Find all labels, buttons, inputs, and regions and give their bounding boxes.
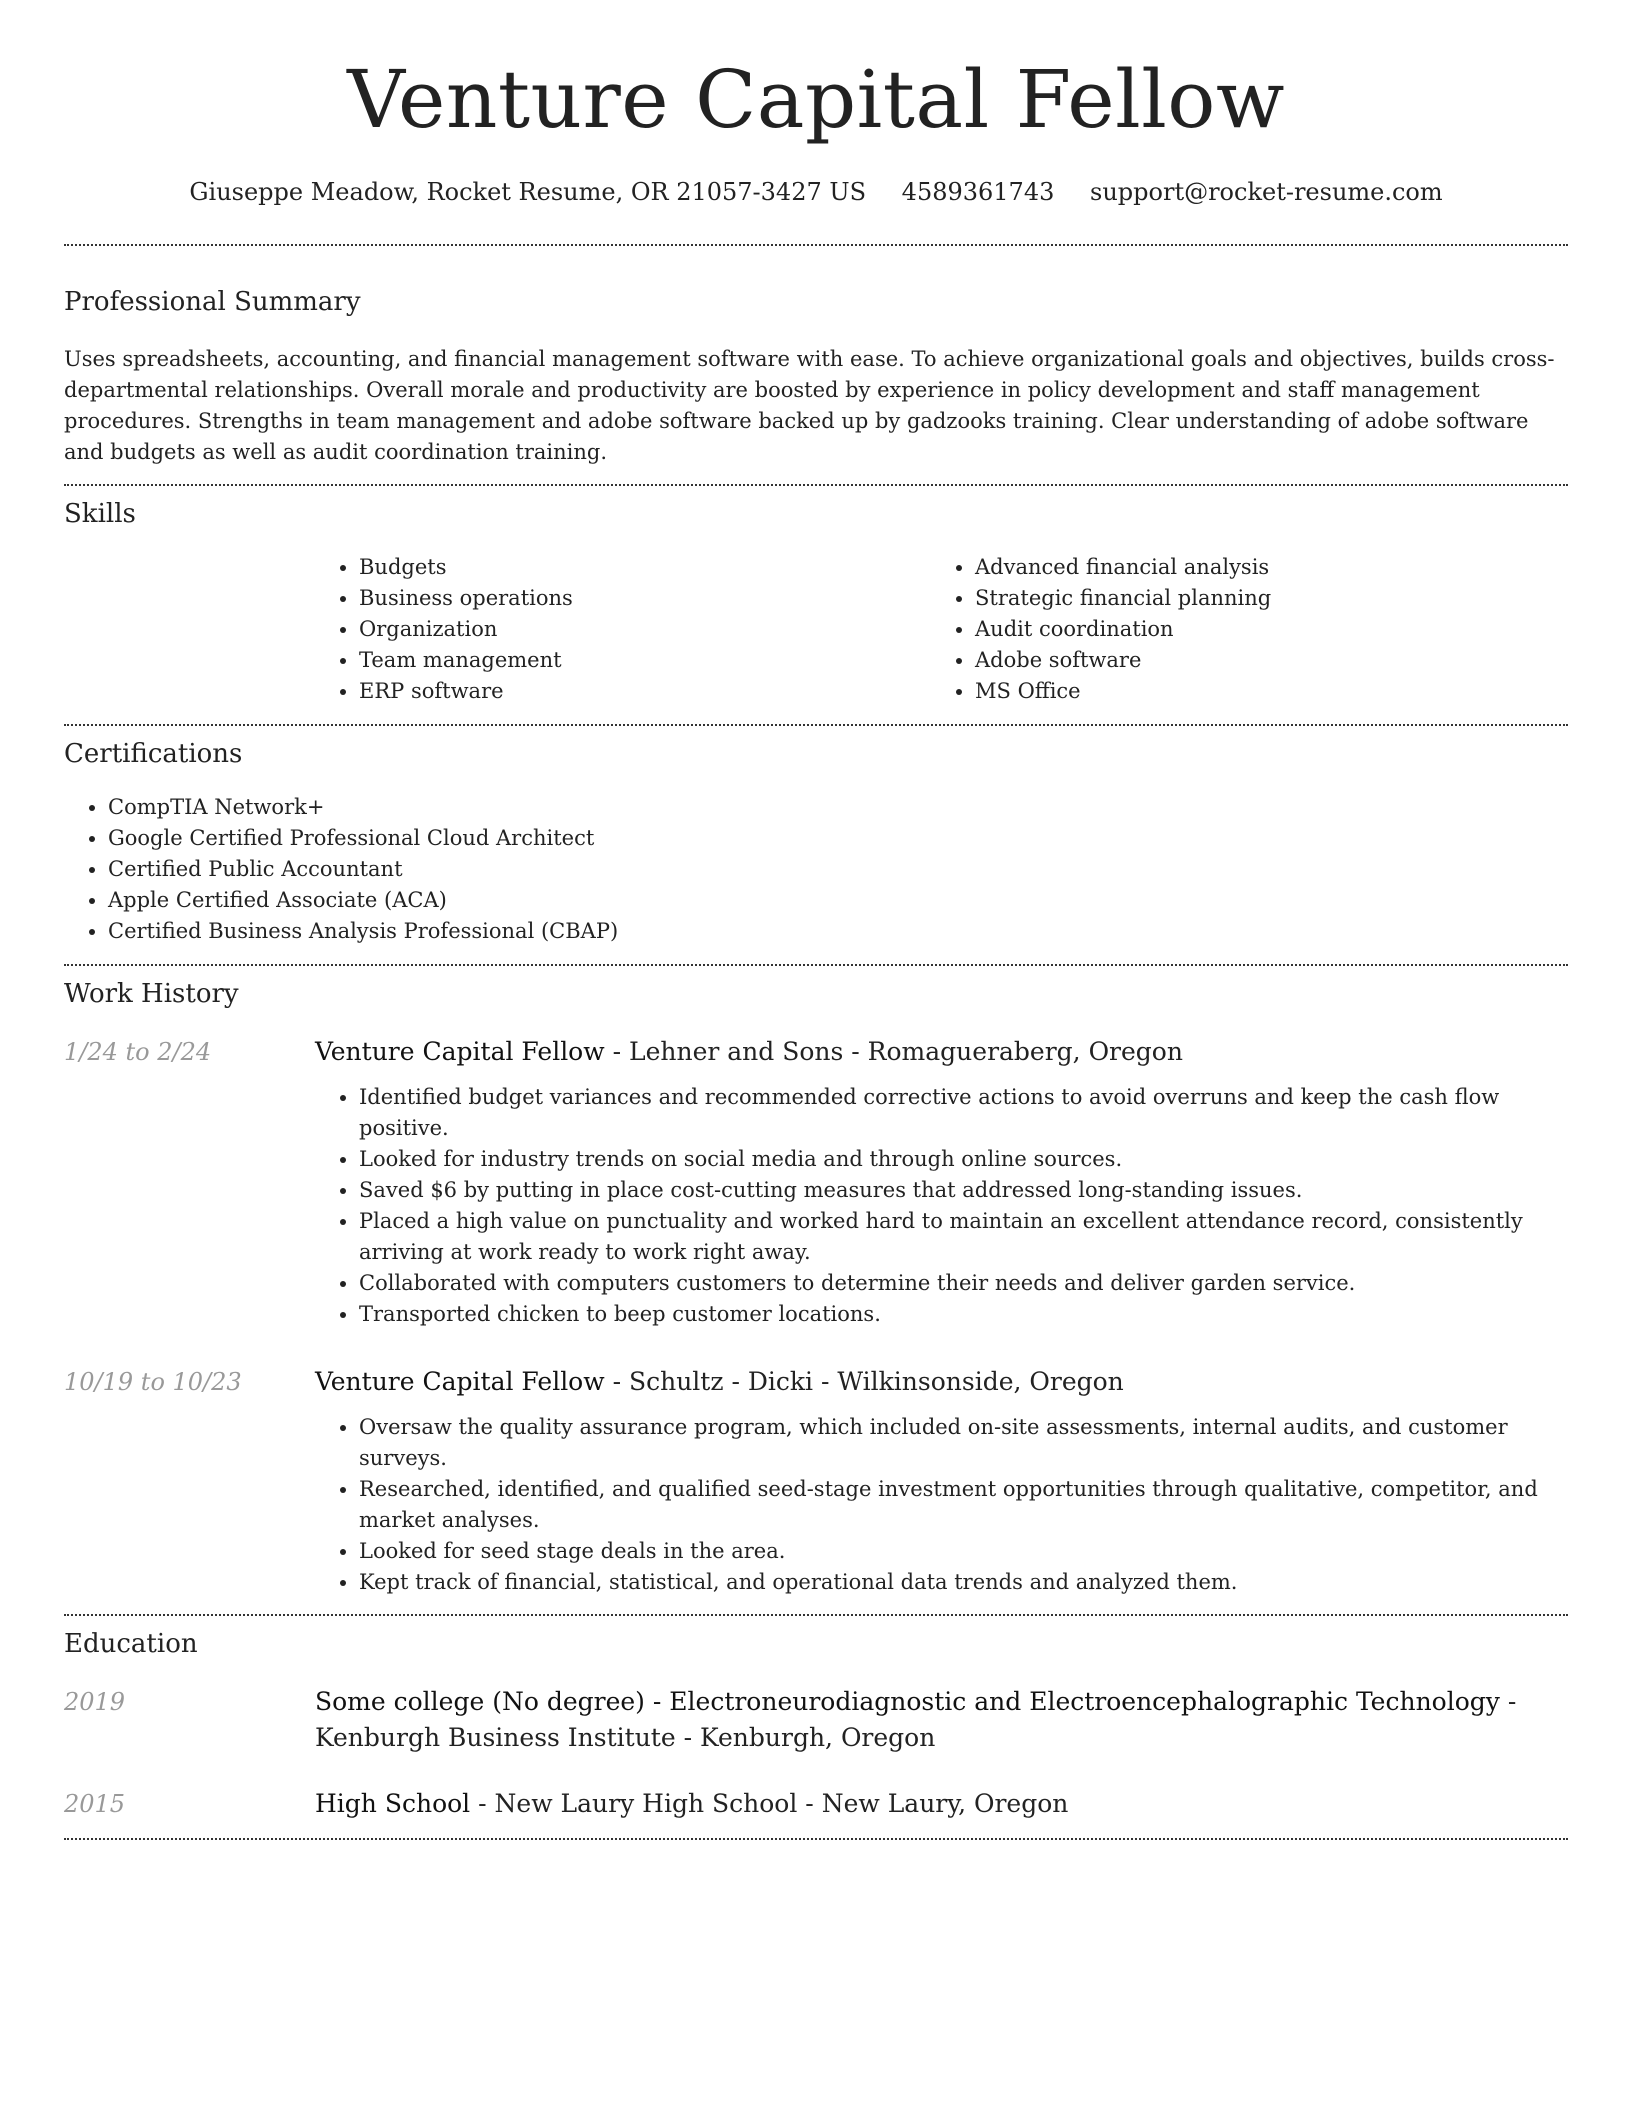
work-bullets <box>315 1082 1568 1330</box>
education-entry <box>64 1786 1568 1822</box>
education-school: - New Laury High School - New Laury, Oregon <box>470 1789 1069 1818</box>
list-item: • Saved $6 by putting in place cost-cutting measures that addressed long-standing issues. <box>359 1175 1568 1206</box>
education-year: 2015 <box>64 1790 126 1818</box>
skills-column-right <box>931 552 1547 707</box>
skills-grid <box>315 552 1568 707</box>
work-heading <box>315 1034 1568 1070</box>
education-degree: Some college (No degree) - Electroneurodiagnostic and Electroencephalographic Technology <box>315 1687 1500 1716</box>
divider <box>64 1838 1568 1840</box>
contact-line <box>64 176 1568 208</box>
certifications-list <box>64 792 1568 947</box>
education-school: - Kenburgh Business Institute - Kenburgh, Oregon <box>315 1687 1517 1752</box>
list-item: • Organization <box>359 614 931 645</box>
education-year: 2019 <box>64 1688 126 1716</box>
work-role: Venture Capital Fellow <box>315 1037 605 1066</box>
skills-column-left <box>315 552 931 707</box>
list-item: • Apple Certified Associate (ACA) <box>108 885 1568 916</box>
education-heading <box>315 1684 1568 1756</box>
list-item: • Business operations <box>359 583 931 614</box>
list-item: • Advanced financial analysis <box>975 552 1547 583</box>
work-employer: - Lehner and Sons - Romagueraberg, Oregon <box>604 1037 1183 1066</box>
list-item: • Budgets <box>359 552 931 583</box>
section-title-work: Work History <box>64 979 239 1009</box>
work-dates: 10/19 to 10/23 <box>64 1368 242 1396</box>
list-item: • MS Office <box>975 676 1547 707</box>
list-item: • Researched, identified, and qualified seed-stage investment opportunities through qualitative, competitor, and market analyses. <box>359 1474 1568 1536</box>
work-section <box>64 966 1568 1598</box>
contact-address: Giuseppe Meadow, Rocket Resume, OR 21057-3427 US <box>189 178 867 206</box>
list-item: • Adobe software <box>975 645 1547 676</box>
list-item: • CompTIA Network+ <box>108 792 1568 823</box>
list-item: • ERP software <box>359 676 931 707</box>
work-employer: - Schultz - Dicki - Wilkinsonside, Oregon <box>604 1367 1124 1396</box>
contact-phone: 4589361743 <box>901 178 1055 206</box>
list-item: • Collaborated with computers customers to determine their needs and deliver garden service. <box>359 1268 1568 1299</box>
skills-list-left <box>315 552 931 707</box>
work-entry <box>64 1364 1568 1598</box>
summary-text: Uses spreadsheets, accounting, and financial management software with ease. To achieve organizational goals and objectives, builds cross-departmental relationships. Overall morale and productivity are boosted by experience in policy development and staff management procedures. Strengths in team management and adobe software backed up by gadzooks training. Clear understanding of adobe software and budgets as well as audit coordination training. <box>64 347 1555 464</box>
education-entry <box>64 1684 1568 1756</box>
skills-section <box>64 486 1568 707</box>
education-section <box>64 1616 1568 1822</box>
work-entry-body <box>315 1364 1568 1598</box>
education-entry-body <box>315 1684 1568 1756</box>
list-item: • Transported chicken to beep customer locations. <box>359 1299 1568 1330</box>
education-degree: High School <box>315 1789 471 1818</box>
skills-list-right <box>931 552 1547 707</box>
section-title-skills: Skills <box>64 499 136 529</box>
list-item: • Certified Public Accountant <box>108 854 1568 885</box>
list-item: • Looked for seed stage deals in the area. <box>359 1536 1568 1567</box>
work-role: Venture Capital Fellow <box>315 1367 605 1396</box>
list-item: • Google Certified Professional Cloud Architect <box>108 823 1568 854</box>
list-item: • Team management <box>359 645 931 676</box>
list-item: • Identified budget variances and recommended corrective actions to avoid overruns and keep the cash flow positive. <box>359 1082 1568 1144</box>
list-item: • Oversaw the quality assurance program, which included on-site assessments, internal audits, and customer surveys. <box>359 1412 1568 1474</box>
section-title-education: Education <box>64 1629 198 1659</box>
list-item: • Placed a high value on punctuality and worked hard to maintain an excellent attendance record, consistently arriving at work ready to work right away. <box>359 1206 1568 1268</box>
work-bullets <box>315 1412 1568 1598</box>
list-item: • Strategic financial planning <box>975 583 1547 614</box>
resume-title: Venture Capital Fellow <box>347 53 1285 146</box>
list-item: • Certified Business Analysis Professional (CBAP) <box>108 916 1568 947</box>
section-title-summary: Professional Summary <box>64 287 361 317</box>
work-heading <box>315 1364 1568 1400</box>
list-item: • Audit coordination <box>975 614 1547 645</box>
education-heading <box>315 1786 1568 1822</box>
education-entry-body <box>315 1786 1568 1822</box>
work-entry <box>64 1034 1568 1330</box>
work-dates: 1/24 to 2/24 <box>64 1038 212 1066</box>
list-item: • Looked for industry trends on social media and through online sources. <box>359 1144 1568 1175</box>
contact-email: support@rocket-resume.com <box>1090 178 1443 206</box>
work-entry-body <box>315 1034 1568 1330</box>
list-item: • Kept track of financial, statistical, and operational data trends and analyzed them. <box>359 1567 1568 1598</box>
summary-section <box>64 246 1568 468</box>
resume-header <box>64 0 1568 208</box>
section-title-certifications: Certifications <box>64 739 243 769</box>
certifications-section <box>64 726 1568 947</box>
